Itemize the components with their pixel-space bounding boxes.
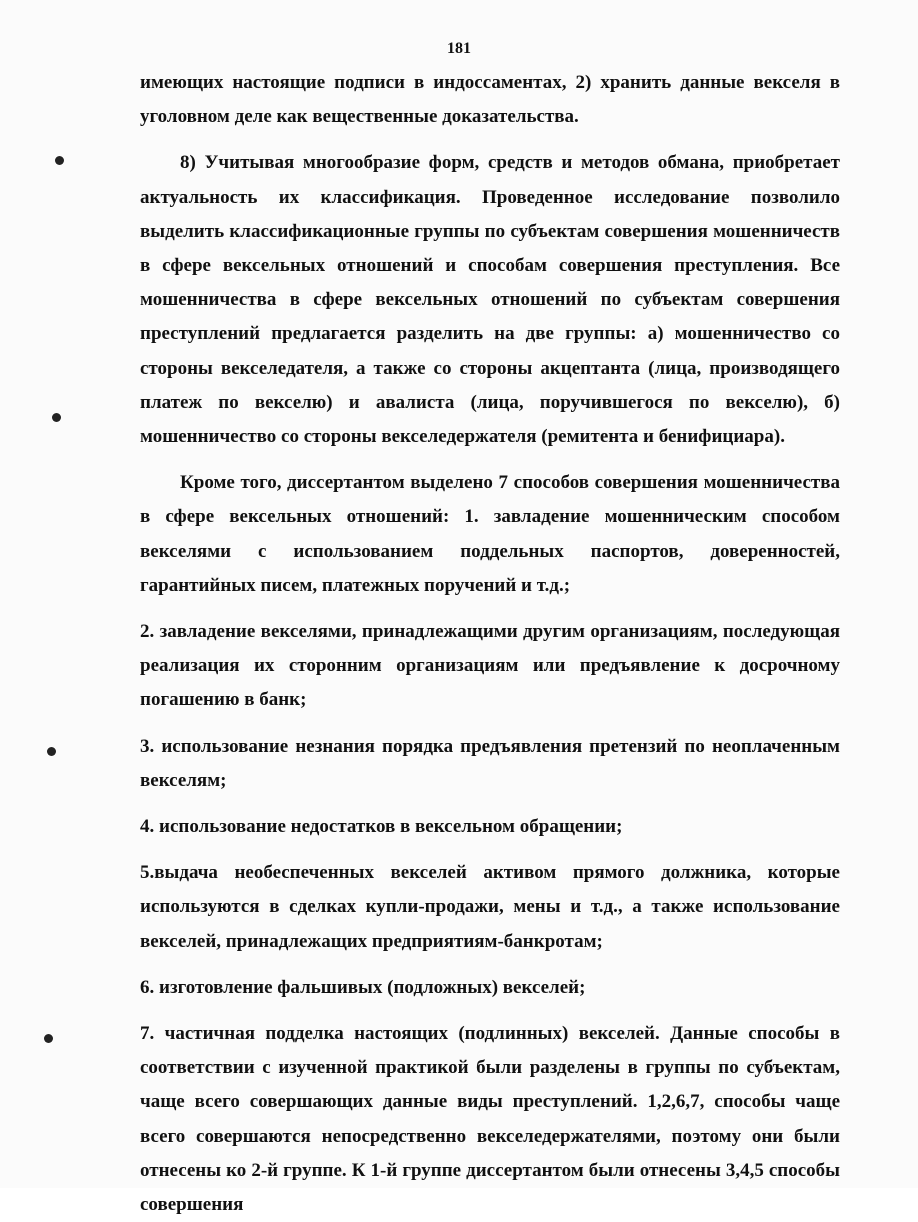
binding-hole-mark [44,1034,53,1043]
page-number: 181 [447,40,471,57]
binding-hole-mark [47,747,56,756]
list-item-method-6: 6. изготовление фальшивых (подложных) векселей; [140,976,586,998]
list-item-method-7: 7. частичная подделка настоящих (подлинных) векселей. Данные способы в соответствии с изученной практикой были разделены в группы по субъектам, чаще всего совершающих данные виды преступлений. 1,2,6,7, способы чаще всего совершаются непосредственно векселедержателями, поэтому они были отнесены ко 2-й группе. К 1-й группе диссертантом были отнесены 3,4,5 способы совершения [140,1023,840,1216]
list-item-method-4: 4. использование недостатков в вексельном обращении; [140,816,623,838]
paragraph-methods-intro: Кроме того, диссертантом выделено 7 способов совершения мошенничества в сфере вексельных отношений: 1. завладение мошенническим способом векселями с использованием поддельных паспортов, доверенностей, гарантийных писем, платежных поручений и т.д.; [140,472,840,596]
list-item-method-3: 3. использование незнания порядка предъявления претензий по неоплаченным векселям; [140,735,840,791]
body-text [140,66,840,1222]
list-item-method-5: 5.выдача необеспеченных векселей активом прямого должника, которые используются в сделках купли-продажи, мены и т.д., а также использование векселей, принадлежащих предприятиям-банкротам; [140,862,840,952]
binding-hole-mark [52,413,61,422]
binding-hole-mark [55,156,64,165]
list-item-method-2: 2. завладение векселями, принадлежащими другим организациям, последующая реализация их сторонним организациям или предъявление к досрочному погашению в банк; [140,621,840,711]
paragraph-continuation: имеющих настоящие подписи в индоссаментах, 2) хранить данные векселя в уголовном деле как вещественные доказательства. [140,72,840,128]
paragraph-point-8: 8) Учитывая многообразие форм, средств и методов обмана, приобретает актуальность их классификация. Проведенное исследование позволило выделить классификационные группы по субъектам совершения мошенничеств в сфере вексельных отношений и способам совершения преступления. Все мошенничества в сфере вексельных отношений по субъектам совершения преступлений предлагается разделить на две группы: а) мошенничество со стороны векселедателя, а также со стороны акцептанта (лица, производящего платеж по векселю) и авалиста (лица, поручившегося по векселю), б) мошенничество со стороны векселедержателя (ремитента и бенифициара). [140,152,840,448]
